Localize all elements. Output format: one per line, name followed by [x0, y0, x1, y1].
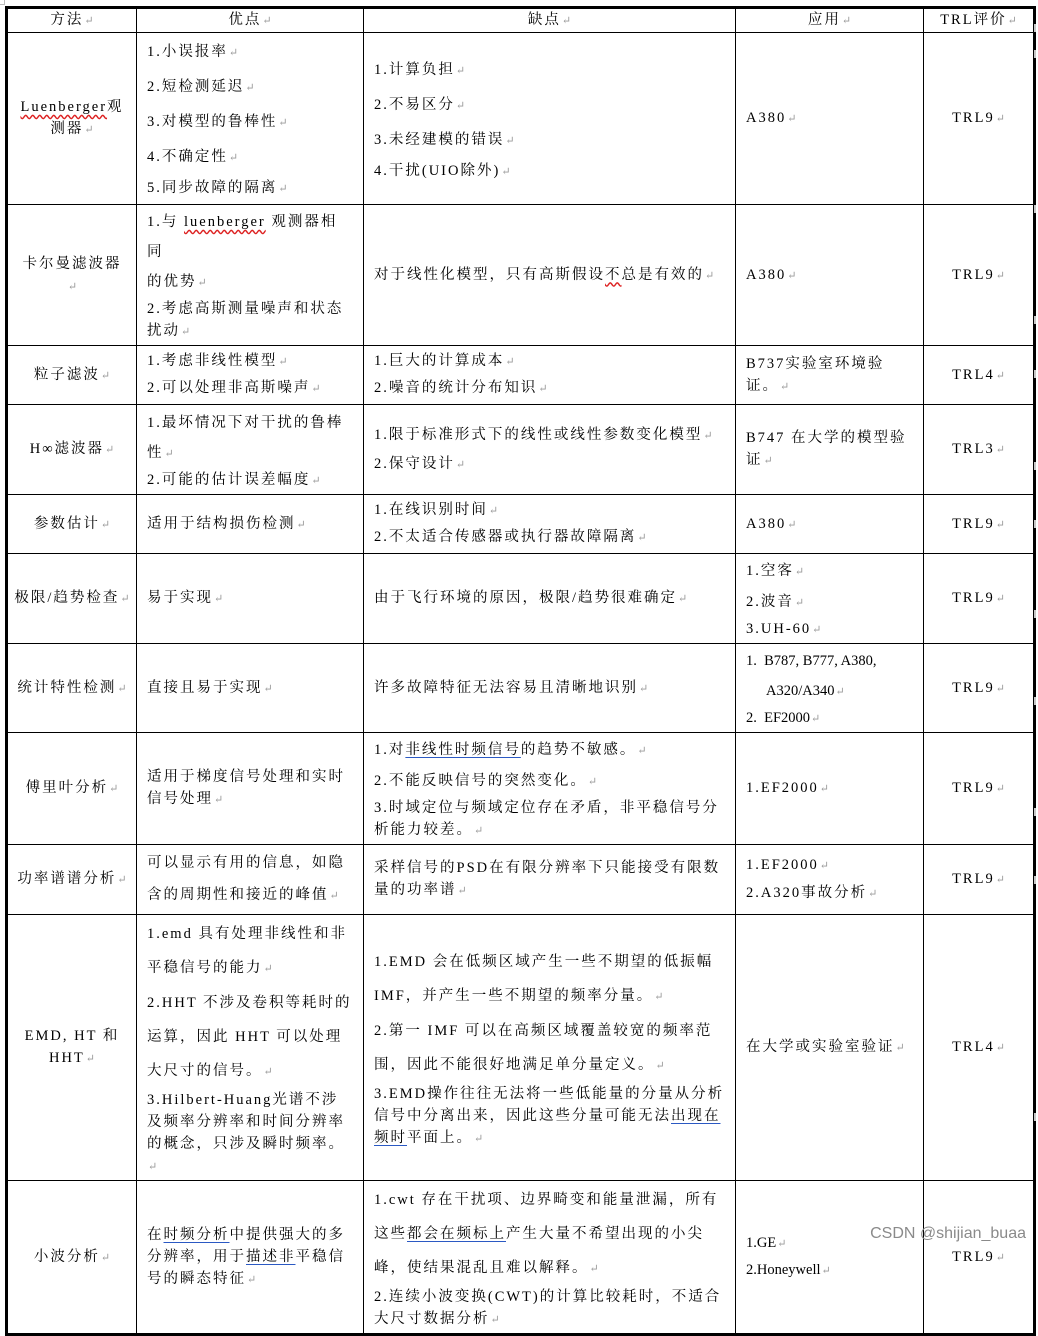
row-end-marks — [1034, 0, 1038, 1255]
cell-application: 1.GE↵ 2.Honeywell↵ — [736, 1181, 924, 1335]
cell-trl: TRL9↵ — [924, 1181, 1035, 1335]
table-row — [7, 554, 1035, 644]
cell-cons: 采样信号的PSD在有限分辨率下只能接受有限数量的功率谱↵ — [364, 845, 736, 915]
cell-pros: 易于实现↵ — [137, 554, 364, 644]
cell-pros: 适用于梯度信号处理和实时信号处理↵ — [137, 733, 364, 845]
table-row — [7, 205, 1035, 346]
cell-trl: TRL9↵ — [924, 554, 1035, 644]
cell-application: 在大学或实验室验证↵ — [736, 915, 924, 1181]
cell-application: 1.EF2000↵ 2.A320事故分析↵ — [736, 845, 924, 915]
header-trl: TRL评价↵ — [924, 8, 1035, 33]
cell-trl: TRL9↵ — [924, 33, 1035, 205]
cell-method: Luenberger观测器↵ — [7, 33, 137, 205]
cell-application: B747 在大学的模型验证↵ — [736, 405, 924, 495]
cell-pros: 1.考虑非线性模型↵ 2.可以处理非高斯噪声↵ — [137, 346, 364, 405]
table-row — [7, 405, 1035, 495]
header-method: 方法↵ — [7, 8, 137, 33]
cell-application: A380↵ — [736, 205, 924, 346]
cell-cons: 1.在线识别时间↵ 2.不太适合传感器或执行器故障隔离↵ — [364, 495, 736, 554]
cell-application: 1. B787, B777, A380, A320/A340↵ 2. EF2000↵ — [736, 644, 924, 733]
table-row — [7, 495, 1035, 554]
cell-pros: 直接且易于实现↵ — [137, 644, 364, 733]
cell-cons: 1.cwt 存在干扰项、边界畸变和能量泄漏，所有 这些都会在频标上产生大量不希望出现的小尖 峰，使结果混乱且难以解释。↵ 2.连续小波变换(CWT)的计算比较耗时，不适合大尺寸数据分析↵ — [364, 1181, 736, 1335]
table-header-row — [7, 8, 1035, 33]
cell-application: 1.EF2000↵ — [736, 733, 924, 845]
cell-trl: TRL9↵ — [924, 495, 1035, 554]
cell-pros: 可以显示有用的信息，如隐含的周期性和接近的峰值↵ — [137, 845, 364, 915]
cell-pros: 在时频分析中提供强大的多分辨率，用于描述非平稳信号的瞬态特征↵ — [137, 1181, 364, 1335]
table-row — [7, 733, 1035, 845]
cell-trl: TRL9↵ — [924, 205, 1035, 346]
header-cons: 缺点↵ — [364, 8, 736, 33]
methods-comparison-table — [5, 6, 1036, 1336]
cell-method: 参数估计↵ — [7, 495, 137, 554]
document-corner-mark — [0, 0, 5, 5]
cell-cons: 1.巨大的计算成本↵ 2.噪音的统计分布知识↵ — [364, 346, 736, 405]
header-pros: 优点↵ — [137, 8, 364, 33]
table-row — [7, 845, 1035, 915]
table-row — [7, 644, 1035, 733]
cell-method: H∞滤波器↵ — [7, 405, 137, 495]
cell-method: EMD, HT 和 HHT↵ — [7, 915, 137, 1181]
cell-cons: 由于飞行环境的原因，极限/趋势很难确定↵ — [364, 554, 736, 644]
cell-application: 1.空客↵ 2.波音↵ 3.UH-60↵ — [736, 554, 924, 644]
cell-pros: 1.与 luenberger 观测器相同 的优势↵ 2.考虑高斯测量噪声和状态扰动↵ — [137, 205, 364, 346]
cell-trl: TRL4↵ — [924, 915, 1035, 1181]
cell-pros: 1.小误报率↵ 2.短检测延迟↵ 3.对模型的鲁棒性↵ 4.不确定性↵ 5.同步故障的隔离↵ — [137, 33, 364, 205]
cell-trl: TRL9↵ — [924, 845, 1035, 915]
method-name: Luenberger — [20, 99, 108, 115]
cell-pros: 1.emd 具有处理非线性和非 平稳信号的能力↵ 2.HHT 不涉及卷积等耗时的 运算，因此 HHT 可以处理 大尺寸的信号。↵ 3.Hilbert-Huang光谱不涉及频率分辨率和时间分辨率的概念，只涉及瞬时频率。↵ — [137, 915, 364, 1181]
cell-cons: 1.EMD 会在低频区域产生一些不期望的低振幅 IMF，并产生一些不期望的频率分量。↵ 2.第一 IMF 可以在高频区域覆盖较宽的频率范 围，因此不能很好地满足单分量定义。↵ 3.EMD操作往往无法将一些低能量的分量从分析信号中分离出来，因此这些分量可能无法出现在频时平面上。↵ — [364, 915, 736, 1181]
table-row — [7, 1181, 1035, 1335]
cell-trl: TRL9↵ — [924, 644, 1035, 733]
cell-cons: 对于线性化模型，只有高斯假设不总是有效的↵ — [364, 205, 736, 346]
cell-application: A380↵ — [736, 495, 924, 554]
cell-application: A380↵ — [736, 33, 924, 205]
csdn-watermark: CSDN @shijian_buaa — [870, 1225, 1026, 1242]
cell-application: B737实验室环境验证。↵ — [736, 346, 924, 405]
table-row — [7, 915, 1035, 1181]
cell-cons: 1.对非线性时频信号的趋势不敏感。↵ 2.不能反映信号的突然变化。↵ 3.时域定位与频域定位存在矛盾，非平稳信号分析能力较差。↵ — [364, 733, 736, 845]
cell-method: 统计特性检测↵ — [7, 644, 137, 733]
cell-method: 功率谱谱分析↵ — [7, 845, 137, 915]
cell-trl: TRL4↵ — [924, 346, 1035, 405]
header-application: 应用↵ — [736, 8, 924, 33]
cell-cons: 1.限于标准形式下的线性或线性参数变化模型↵ 2.保守设计↵ — [364, 405, 736, 495]
cell-method: 粒子滤波↵ — [7, 346, 137, 405]
table-row — [7, 33, 1035, 205]
cell-cons: 许多故障特征无法容易且清晰地识别↵ — [364, 644, 736, 733]
cell-trl: TRL9↵ — [924, 733, 1035, 845]
cell-pros: 1.最坏情况下对干扰的鲁棒 性↵ 2.可能的估计误差幅度↵ — [137, 405, 364, 495]
cell-method: 极限/趋势检查↵ — [7, 554, 137, 644]
cell-method: 卡尔曼滤波器↵ — [7, 205, 137, 346]
cell-cons: 1.计算负担↵ 2.不易区分↵ 3.未经建模的错误↵ 4.干扰(UIO除外)↵ — [364, 33, 736, 205]
table-row — [7, 346, 1035, 405]
cell-trl: TRL3↵ — [924, 405, 1035, 495]
cell-pros: 适用于结构损伤检测↵ — [137, 495, 364, 554]
cell-method: 傅里叶分析↵ — [7, 733, 137, 845]
cell-method: 小波分析↵ — [7, 1181, 137, 1335]
